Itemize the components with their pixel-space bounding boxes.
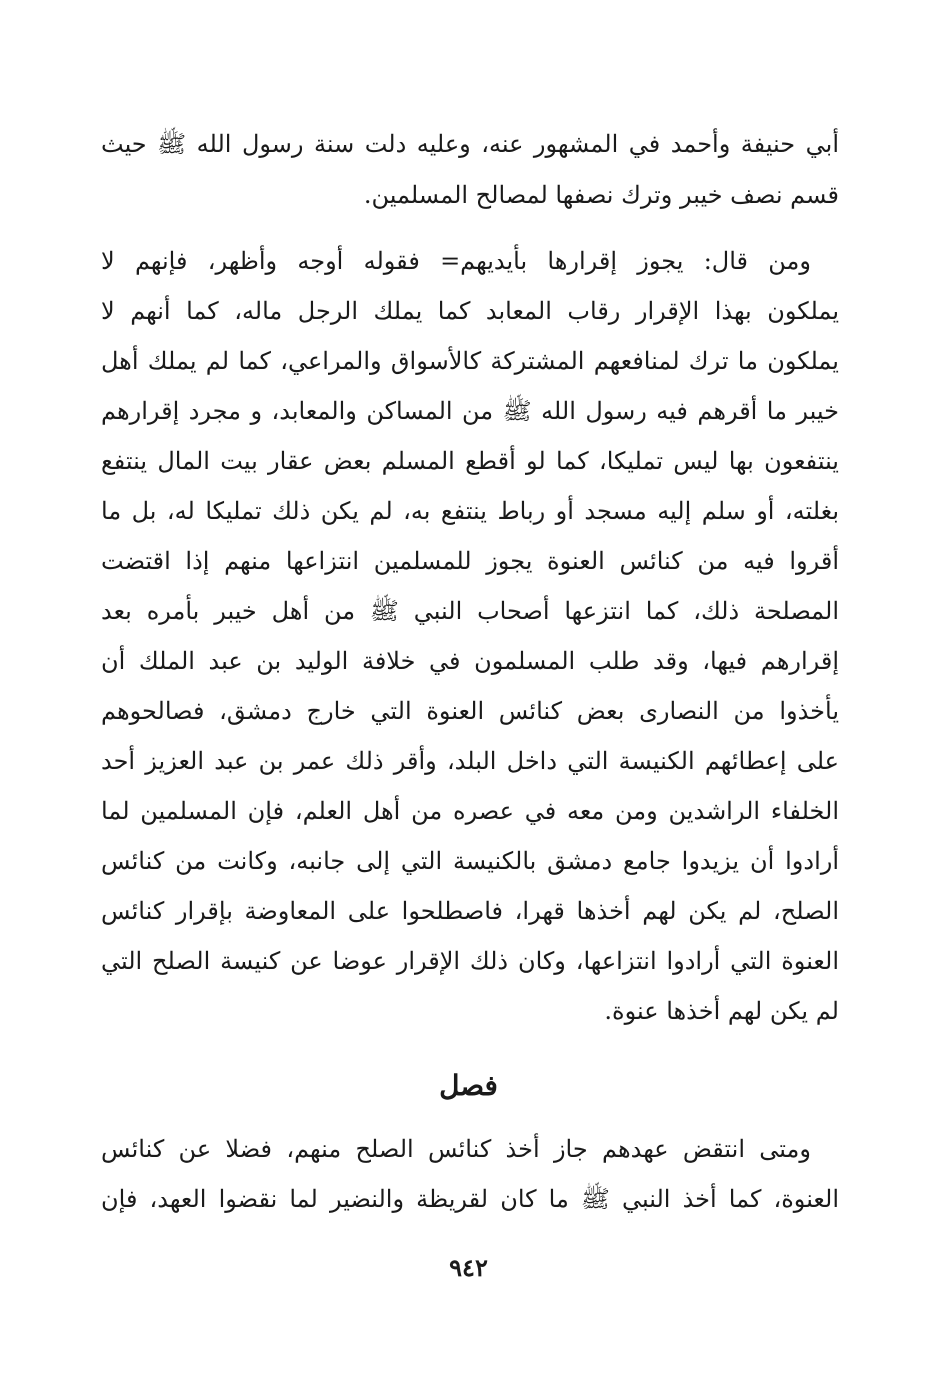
text-line: أبي حنيفة وأحمد في المشهور عنه، وعليه دلت سنة رسول الله ﷺ حيث bbox=[101, 130, 839, 158]
text-line: ومتى انتقض عهدهم جاز أخذ كنائس الصلح منهم، فضلا عن كنائس bbox=[101, 1135, 811, 1163]
section-heading: فصل bbox=[439, 1069, 498, 1102]
text-line: العنوة التي أرادوا انتزاعها، وكان ذلك الإقرار عوضا عن كنيسة الصلح التي bbox=[101, 947, 839, 975]
text-line: يملكون بهذا الإقرار رقاب المعابد كما يملك الرجل ماله، كما أنهم لا bbox=[101, 297, 839, 325]
text-line: قسم نصف خيبر وترك نصفها لمصالح المسلمين. bbox=[363, 181, 839, 209]
text-line: إقرارهم فيها، وقد طلب المسلمون في خلافة الوليد بن عبد الملك أن bbox=[101, 647, 839, 675]
text-line: خيبر ما أقرهم فيه رسول الله ﷺ من المساكن والمعابد، و مجرد إقرارهم bbox=[101, 397, 839, 425]
text-line: أرادوا أن يزيدوا جامع دمشق بالكنيسة التي إلى جانبه، وكانت من كنائس bbox=[101, 847, 839, 875]
text-line: المصلحة ذلك، كما انتزعها أصحاب النبي ﷺ من أهل خيبر بأمره بعد bbox=[101, 597, 839, 625]
text-line: يملكون ما ترك لمنافعهم المشتركة كالأسواق والمراعي، كما لم يملك أهل bbox=[101, 347, 839, 375]
text-line: ينتفعون بها ليس تمليكا، كما لو أقطع المسلم بعض عقار بيت المال ينتفع bbox=[101, 447, 839, 475]
text-line: بغلته، أو سلم إليه مسجد أو رباط ينتفع به، لم يكن ذلك تمليكا له، بل ما bbox=[101, 497, 839, 525]
text-line: على إعطائهم الكنيسة التي داخل البلد، وأقر ذلك عمر بن عبد العزيز أحد bbox=[101, 747, 839, 775]
text-line: أقروا فيه من كنائس العنوة يجوز للمسلمين انتزاعها منهم إذا اقتضت bbox=[101, 547, 839, 575]
page-number: ٩٤٢ bbox=[449, 1253, 488, 1282]
text-line: ومن قال: يجوز إقرارها بأيديهم= فقوله أوجه وأظهر، فإنهم لا bbox=[101, 247, 811, 275]
text-line: الصلح، لم يكن لهم أخذها قهرا، فاصطلحوا على المعاوضة بإقرار كنائس bbox=[101, 897, 839, 925]
text-line: لم يكن لهم أخذها عنوة. bbox=[604, 997, 839, 1025]
text-line: الخلفاء الراشدين ومن معه في عصره من أهل العلم، فإن المسلمين لما bbox=[101, 797, 839, 825]
text-line: العنوة، كما أخذ النبي ﷺ ما كان لقريظة والنضير لما نقضوا العهد، فإن bbox=[101, 1185, 839, 1213]
text-line: يأخذوا من النصارى بعض كنائس العنوة التي خارج دمشق، فصالحوهم bbox=[101, 697, 839, 725]
